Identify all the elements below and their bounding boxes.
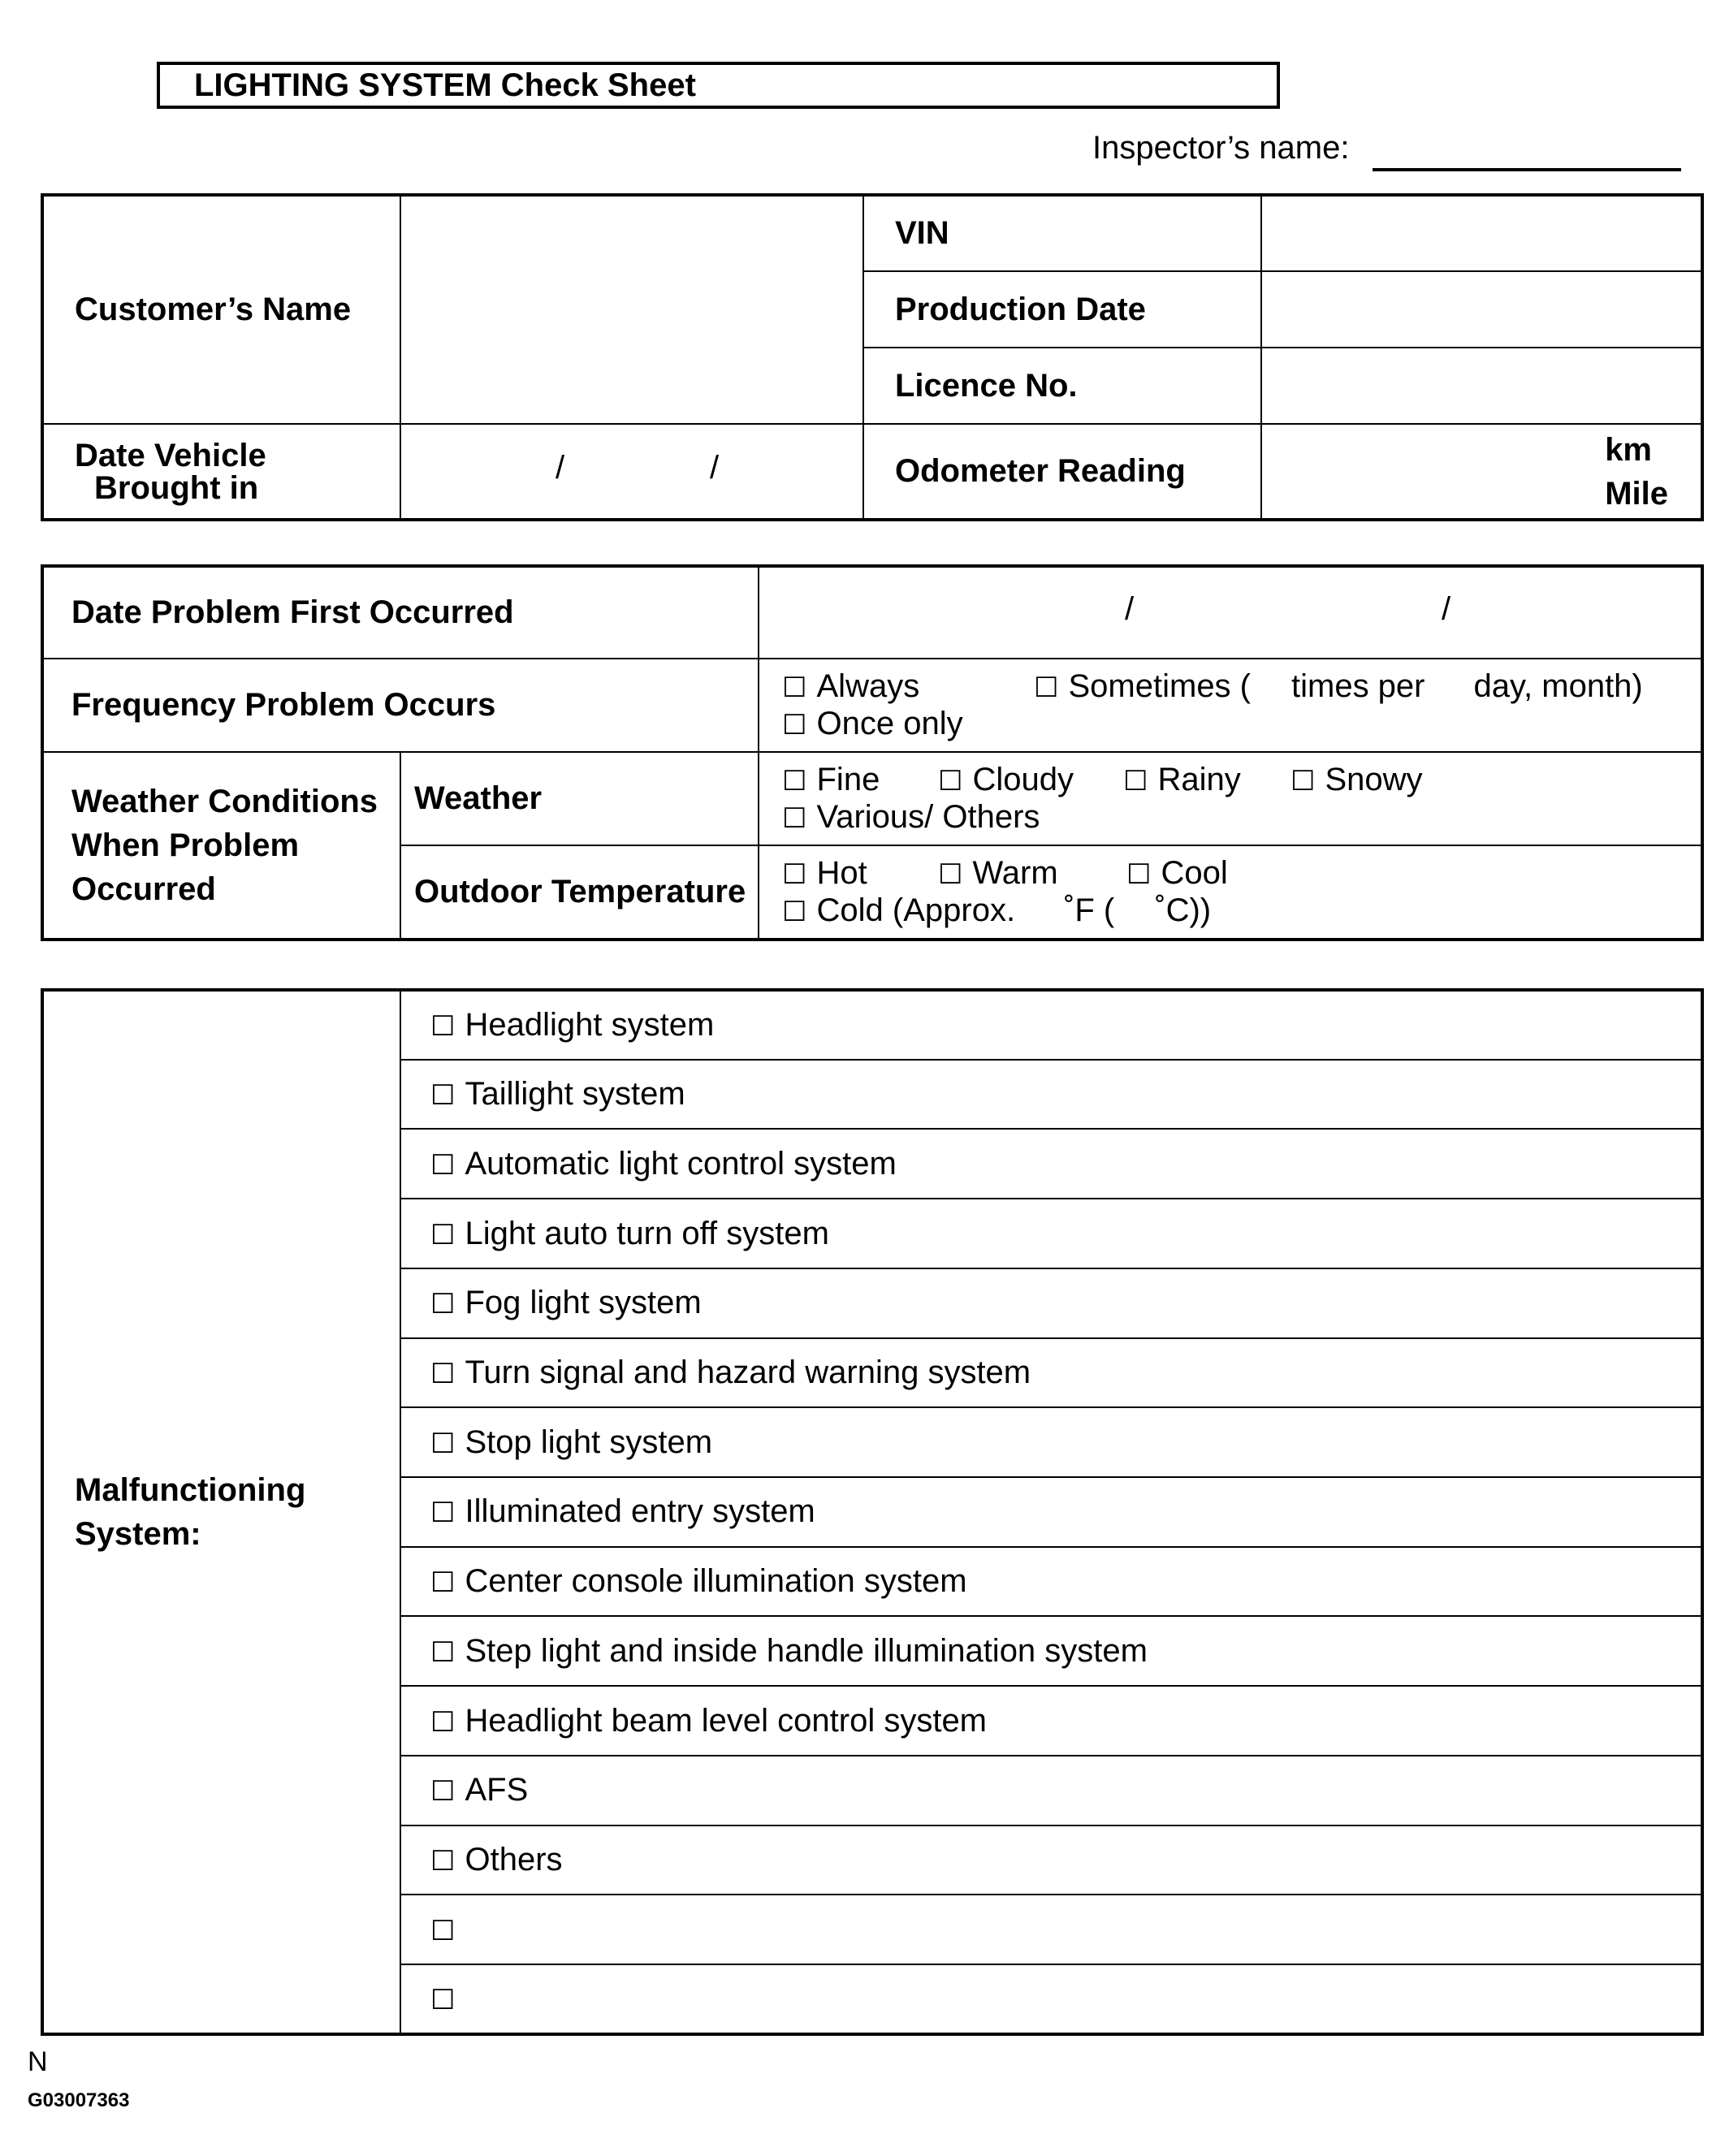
- malfunction-item[interactable]: [400, 1338, 1702, 1408]
- weather-conditions-label: Weather Conditions When Problem Occurred: [42, 752, 400, 940]
- customer-info-table: [41, 193, 1704, 521]
- customer-name-label: Customer’s Name: [42, 195, 400, 424]
- inspector-name-field[interactable]: [1373, 168, 1681, 171]
- checkbox-icon[interactable]: ☐: [430, 1010, 456, 1042]
- vin-field[interactable]: [1261, 195, 1702, 271]
- malfunction-item-label: Headlight beam level control system: [465, 1702, 988, 1739]
- checkbox-icon[interactable]: ☐: [430, 1706, 456, 1738]
- checkbox-icon[interactable]: ☐: [430, 1219, 456, 1251]
- inspector-name-label: Inspector’s name:: [1092, 130, 1350, 166]
- production-date-field[interactable]: [1261, 271, 1702, 348]
- vin-label: VIN: [863, 195, 1261, 271]
- problem-info-table: [41, 564, 1704, 941]
- licence-label: Licence No.: [863, 348, 1261, 424]
- date-separator: /: [556, 449, 565, 486]
- malfunction-item[interactable]: [400, 1268, 1702, 1338]
- checkbox-icon[interactable]: ☐: [430, 1289, 456, 1320]
- page-title: LIGHTING SYSTEM Check Sheet: [157, 62, 1280, 109]
- weather-option-fine[interactable]: ☐ Fine: [782, 761, 880, 797]
- checkbox-icon[interactable]: ☐: [430, 1149, 456, 1181]
- weather-option-various[interactable]: ☐ Various/ Others: [782, 798, 1040, 835]
- date-first-occurred-label: Date Problem First Occurred: [42, 566, 759, 659]
- malfunction-item[interactable]: [400, 1199, 1702, 1268]
- malfunction-item[interactable]: [400, 1477, 1702, 1547]
- malfunction-item-label: Turn signal and hazard warning system: [465, 1354, 1031, 1390]
- weather-options: [759, 752, 1702, 845]
- malfunction-item-label: Headlight system: [465, 1006, 715, 1043]
- checkbox-icon[interactable]: ☐: [1123, 765, 1148, 797]
- malfunction-item[interactable]: [400, 1129, 1702, 1199]
- checkbox-icon[interactable]: ☐: [430, 1497, 456, 1529]
- malfunction-table: [41, 988, 1704, 2036]
- odometer-field[interactable]: [1261, 424, 1702, 520]
- checkbox-icon[interactable]: ☐: [782, 896, 807, 927]
- malfunction-item-label: AFS: [465, 1772, 529, 1808]
- malfunction-item-label: Illuminated entry system: [465, 1493, 815, 1530]
- odometer-label: Odometer Reading: [863, 424, 1261, 520]
- malfunction-item-label: Fog light system: [465, 1285, 702, 1321]
- checkbox-icon[interactable]: ☐: [430, 1984, 456, 2016]
- date-first-occurred-field[interactable]: [759, 566, 1702, 659]
- checkbox-icon[interactable]: ☐: [430, 1080, 456, 1112]
- checkbox-icon[interactable]: ☐: [782, 802, 807, 834]
- checkbox-icon[interactable]: ☐: [782, 858, 807, 890]
- weather-option-cloudy[interactable]: ☐ Cloudy: [938, 761, 1074, 797]
- malfunction-item[interactable]: [400, 1060, 1702, 1130]
- malfunction-item[interactable]: [400, 1616, 1702, 1686]
- weather-option-rainy[interactable]: ☐ Rainy: [1123, 761, 1241, 797]
- weather-option-snowy[interactable]: ☐ Snowy: [1291, 761, 1423, 797]
- figure-code: G03007363: [28, 2089, 130, 2111]
- checkbox-icon[interactable]: ☐: [1291, 765, 1316, 797]
- date-separator: /: [1125, 590, 1135, 627]
- malfunction-item-label: Automatic light control system: [465, 1145, 897, 1182]
- temperature-option-cool[interactable]: ☐ Cool: [1126, 854, 1228, 891]
- date-separator: /: [1442, 590, 1451, 627]
- checkbox-icon[interactable]: ☐: [430, 1776, 456, 1808]
- malfunction-item[interactable]: [400, 1756, 1702, 1825]
- frequency-option-once-only[interactable]: ☐ Once only: [782, 705, 963, 741]
- checkbox-icon[interactable]: ☐: [938, 765, 963, 797]
- checkbox-icon[interactable]: ☐: [938, 858, 963, 890]
- malfunction-item[interactable]: [400, 1686, 1702, 1756]
- checkbox-icon[interactable]: ☐: [1034, 672, 1059, 703]
- customer-name-field[interactable]: [400, 195, 863, 424]
- mile-unit: Mile: [1605, 475, 1668, 512]
- production-date-label: Production Date: [863, 271, 1261, 348]
- malfunction-item-label: Taillight system: [465, 1076, 685, 1113]
- malfunction-item-label: Step light and inside handle illumination system: [465, 1632, 1148, 1669]
- frequency-option-sometimes[interactable]: ☐ Sometimes ( times per day, month): [1034, 668, 1643, 704]
- checkbox-icon[interactable]: ☐: [782, 709, 807, 741]
- temperature-option-hot[interactable]: ☐ Hot: [782, 854, 867, 891]
- temperature-options: [759, 845, 1702, 940]
- frequency-options: [759, 659, 1702, 752]
- malfunctioning-system-label: Malfunctioning System:: [42, 990, 400, 2034]
- malfunction-item[interactable]: [400, 1895, 1702, 1964]
- malfunction-item-label: Light auto turn off system: [465, 1215, 829, 1251]
- malfunction-item-label: Center console illumination system: [465, 1563, 967, 1600]
- checkbox-icon[interactable]: ☐: [1126, 858, 1152, 890]
- outdoor-temperature-label: Outdoor Temperature: [400, 845, 759, 940]
- malfunction-item[interactable]: [400, 990, 1702, 1060]
- malfunction-item[interactable]: [400, 1407, 1702, 1477]
- km-unit: km: [1605, 431, 1652, 468]
- malfunction-item-label: Stop light system: [465, 1424, 713, 1460]
- checkbox-icon[interactable]: ☐: [782, 672, 807, 703]
- checkbox-icon[interactable]: ☐: [430, 1428, 456, 1459]
- checkbox-icon[interactable]: ☐: [430, 1845, 456, 1877]
- temperature-option-warm[interactable]: ☐ Warm: [938, 854, 1058, 891]
- footer-note: N: [28, 2046, 48, 2077]
- weather-label: Weather: [400, 752, 759, 845]
- checkbox-icon[interactable]: ☐: [782, 765, 807, 797]
- temperature-option-cold[interactable]: ☐ Cold (Approx. ˚F ( ˚C)): [782, 892, 1212, 928]
- malfunction-item-label: Others: [465, 1841, 563, 1877]
- checkbox-icon[interactable]: ☐: [430, 1636, 456, 1668]
- checkbox-icon[interactable]: ☐: [430, 1567, 456, 1599]
- malfunction-item[interactable]: [400, 1964, 1702, 2034]
- date-separator: /: [710, 449, 720, 486]
- checkbox-icon[interactable]: ☐: [430, 1915, 456, 1946]
- licence-field[interactable]: [1261, 348, 1702, 424]
- frequency-label: Frequency Problem Occurs: [42, 659, 759, 752]
- frequency-option-always[interactable]: ☐ Always: [782, 668, 920, 704]
- malfunction-item[interactable]: [400, 1547, 1702, 1617]
- checkbox-icon[interactable]: ☐: [430, 1358, 456, 1389]
- malfunction-row: [42, 990, 1702, 1060]
- malfunction-item[interactable]: [400, 1825, 1702, 1895]
- date-brought-in-field[interactable]: [400, 424, 863, 520]
- date-brought-in-label: Date Vehicle Brought in: [42, 424, 400, 520]
